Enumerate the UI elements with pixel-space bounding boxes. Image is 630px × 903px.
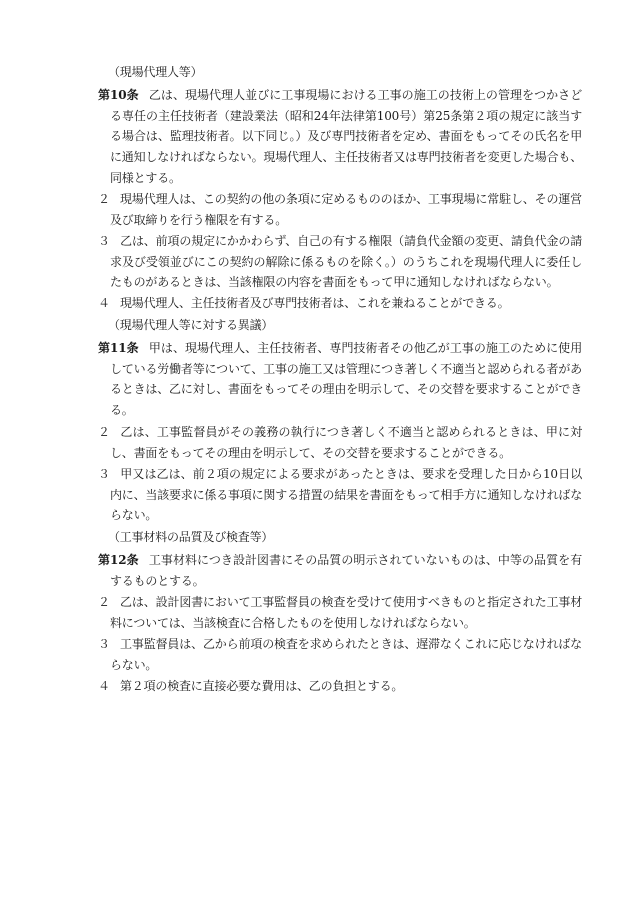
item-text: 工事監督員は、乙から前項の検査を求められたときは、遅滞なくこれに応じなければならない。 [110, 637, 582, 672]
item-number: ３ [98, 637, 110, 651]
article-10-item-2 [98, 189, 582, 230]
item-text: 現場代理人は、この契約の他の条項に定めるもののほか、工事現場に常駐し、その運営及び取締りを行う権限を有する。 [110, 192, 582, 227]
article-10-paragraph-1 [98, 85, 582, 189]
item-number: ２ [98, 425, 110, 439]
item-text: 現場代理人、主任技術者及び専門技術者は、これを兼ねることができる。 [120, 296, 510, 310]
article-11-text: 甲は、現場代理人、主任技術者、専門技術者その他乙が工事の施工のために使用している労働者等について、工事の施工又は管理につき著しく不適当と認められる者があるときは、乙に対し、書面をもってその理由を明示して、その交替を要求することができる。 [110, 341, 582, 418]
item-text: 甲又は乙は、前２項の規定による要求があったときは、要求を受理した日から10日以内に、当該要求に係る事項に関する措置の結果を書面をもって相手方に通知しなければならない。 [110, 467, 583, 523]
article-11-heading: （現場代理人等に対する異議） [108, 318, 274, 332]
article-11-paragraph-1 [98, 338, 582, 421]
article-12-item-4 [98, 676, 582, 697]
article-12-paragraph-1 [98, 550, 582, 591]
item-number: ２ [98, 192, 110, 206]
article-11-number: 第11条 [98, 341, 139, 355]
article-12-text: 工事材料につき設計図書にその品質の明示されていないものは、中等の品質を有するものとする。 [110, 553, 582, 588]
article-12-item-3 [98, 634, 582, 675]
item-number: ３ [98, 234, 110, 248]
item-text: 乙は、設計図書において工事監督員の検査を受けて使用すべきものと指定された工事材料については、当該検査に合格したものを使用しなければならない。 [110, 595, 582, 630]
article-10-text: 乙は、現場代理人並びに工事現場における工事の施工の技術上の管理をつかさどる専任の主任技術者（建設業法（昭和24年法律第100号）第25条第２項の規定に該当する場合は、監理技術者。以下同じ。）及び専門技術者を定め、書面をもってその氏名を甲に通知しなければならない。現場代理人、主任技術者又は専門技術者を変更した場合も、同様とする。 [110, 88, 583, 185]
article-11-item-2 [98, 422, 582, 463]
item-number: ２ [98, 595, 110, 609]
article-11-item-3 [98, 464, 582, 526]
article-12-item-2 [98, 592, 582, 633]
article-10-number: 第10条 [98, 88, 139, 102]
article-10-item-3 [98, 231, 582, 293]
article-12-number: 第12条 [98, 553, 139, 567]
item-text: 第２項の検査に直接必要な費用は、乙の負担とする。 [120, 679, 404, 693]
item-number: ４ [98, 679, 110, 693]
article-12-heading: （工事材料の品質及び検査等） [108, 530, 274, 544]
item-text: 乙は、前項の規定にかかわらず、自己の有する権限（請負代金額の変更、請負代金の請求及び受領並びにこの契約の解除に係るものを除く。）のうちこれを現場代理人に委任したものがあるときは、当該権限の内容を書面をもって甲に通知しなければならない。 [110, 234, 582, 290]
article-10-heading: （現場代理人等） [108, 65, 203, 79]
item-number: ４ [98, 296, 110, 310]
article-10-item-4 [98, 293, 582, 314]
item-number: ３ [98, 467, 110, 481]
item-text: 乙は、工事監督員がその義務の執行につき著しく不適当と認められるときは、甲に対し、書面をもってその理由を明示して、その交替を要求することができる。 [110, 425, 582, 460]
